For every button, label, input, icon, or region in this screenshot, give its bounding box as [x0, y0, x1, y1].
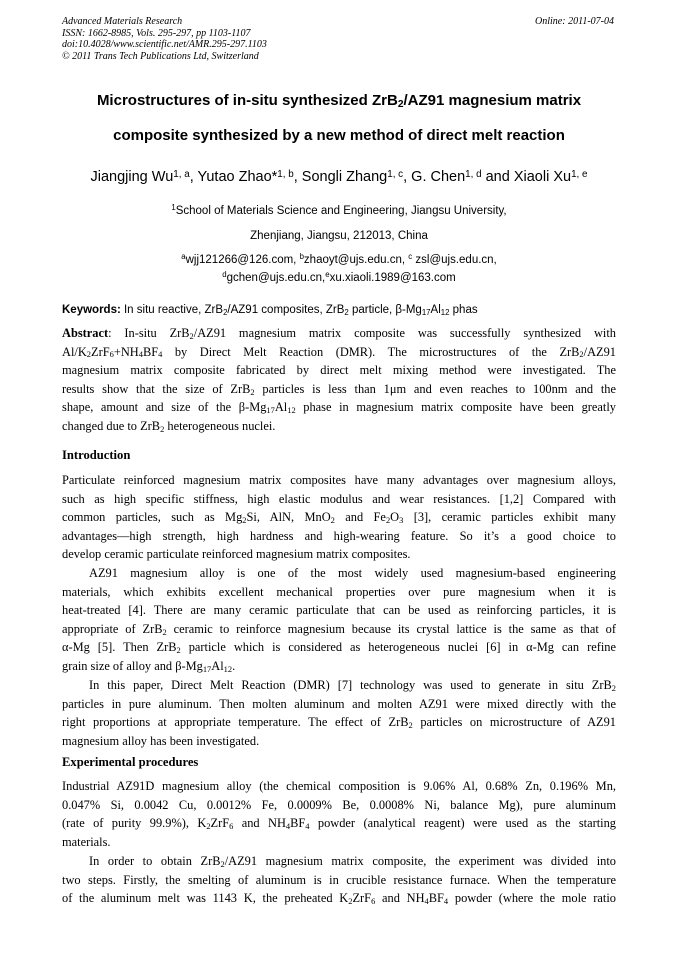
- author-name: Jiangjing Wu: [90, 169, 174, 185]
- abstract-label: Abstract: [62, 326, 109, 340]
- email-link[interactable]: zsl@ujs.edu.cn,: [412, 254, 497, 266]
- experimental-paragraph-1: Industrial AZ91D magnesium alloy (the chemical composition is 9.06% Al, 0.68% Zn, 0.196% Mn, 0.047% Si, 0.0042 Cu, 0.0012% Fe, 0.0009% Be, 0.0008% Ni, balance Mg), pure aluminum (rate of purity 99.9%), $K_2ZrF_6$ and $NH_4BF_4$ powder (analytical reagent) were used as the starting materials.: [62, 779, 617, 849]
- copyright-line: © 2011 Trans Tech Publications Ltd, Switzerland: [62, 50, 259, 62]
- keywords-label: Keywords:: [62, 304, 121, 316]
- doi-line: doi:10.4028/www.scientific.net/AMR.295-297.1103: [62, 39, 267, 50]
- author-list: Jiangjing Wu$^{1, a}$, Yutao Zhao*$^{1, b}$, Songli Zhang$^{1, c}$, G. Chen$^{1, d}$ and Xiaoli Xu$^{1, e}$: [90, 168, 588, 185]
- abstract: Abstract: In-situ ZrB$_2$/AZ91 magnesium matrix composite was successfully synthesized with $Al/K_2ZrF_6+NH_4BF_4$ by Direct Melt Reaction (DMR). The microstructures of the ZrB$_2$/AZ91 magnesium matrix composite fabricated by direct melt mixing method were investigated. The results show that the size of ZrB$_2$ particles is less than 1μm and even reaches to 100nm and the shape, amount and size of the $\beta-Mg_{17}Al_{12}$ phase in magnesium matrix composite have been greatly changed due to ZrB$_2$ heterogeneous nuclei.: [62, 326, 617, 434]
- intro-paragraph-3: In this paper, Direct Melt Reaction (DMR) [7] technology was used to generate in situ ZrB$_2$ particles in pure aluminum. Then molten aluminum and molten AZ91 were mixed directly with the right proportions at appropriate temperature. The effect of ZrB$_2$ particles on microstructure of AZ91 magnesium alloy has been investigated.: [62, 678, 616, 748]
- section-heading-introduction: Introduction: [62, 448, 131, 462]
- author-name: and Xiaoli Xu: [481, 169, 572, 185]
- affiliation-school: $^1$School of Materials Science and Engineering, Jiangsu University,: [171, 203, 507, 217]
- email-link[interactable]: zhaoyt@ujs.edu.cn,: [303, 254, 409, 266]
- author-emails-line-1: $^a$wjj121266@126.com, $^b$zhaoyt@ujs.edu.cn, $^c$ zsl@ujs.edu.cn,: [181, 252, 497, 266]
- journal-name: Advanced Materials Research: [62, 16, 183, 27]
- paper-title-line-1: Microstructures of in-situ synthesized ZrB$_2$/AZ91 magnesium matrix: [96, 92, 582, 111]
- author-emails-line-2: $^d$gchen@ujs.edu.cn,$^e$xu.xiaoli.1989@163.com: [222, 270, 456, 284]
- email-link[interactable]: wjj121266@126.com,: [185, 254, 300, 266]
- author-name: , G. Chen: [403, 169, 466, 185]
- keywords: Keywords: In situ reactive, ZrB$_2$/AZ91 composites, ZrB$_2$ particle, $\beta-Mg_{17}Al_{12}$ phas: [62, 304, 478, 317]
- section-heading-experimental: Experimental procedures: [62, 755, 199, 769]
- affiliation-city: Zhenjiang, Jiangsu, 212013, China: [250, 230, 428, 242]
- email-link[interactable]: gchen@ujs.edu.cn,: [226, 272, 326, 284]
- author-name: , Songli Zhang: [293, 169, 388, 185]
- issn-line: ISSN: 1662-8985, Vols. 295-297, pp 1103-1107: [62, 27, 251, 39]
- author-name: , Yutao Zhao*: [189, 169, 278, 185]
- paper-title-line-2: composite synthesized by a new method of direct melt reaction: [113, 127, 565, 144]
- online-date: Online: 2011-07-04: [535, 16, 614, 27]
- journal-header: [62, 16, 267, 62]
- intro-paragraph-1: Particulate reinforced magnesium matrix composites have many advantages over magnesium alloys, such as high specific stiffness, high elastic modulus and wear resistances. [1,2] Compared with common particles, such as $Mg_2Si$, AlN, MnO$_2$ and $Fe_2O_3$ [3], ceramic particles exhibit many advantages—high strength, high hardness and high-wearing feature. So it’s a good choice to develop ceramic particulate reinforced magnesium matrix composites.: [62, 473, 616, 562]
- email-link[interactable]: xu.xiaoli.1989@163.com: [329, 272, 456, 284]
- intro-paragraph-2: AZ91 magnesium alloy is one of the most widely used magnesium-based engineering materials, which exhibits excellent mechanical properties over pure magnesium when it is heat-treated [4]. There are many ceramic particulate that can be used as reinforcing particles, it is appropriate of ZrB$_2$ ceramic to reinforce magnesium because its crystal lattice is the same as that of α-Mg [5]. Then ZrB$_2$ particle which is considered as heterogeneous nuclei [6] in α-Mg can refine grain size of alloy and $\beta-Mg_{17}Al_{12}$.: [62, 566, 616, 674]
- experimental-paragraph-2: In order to obtain ZrB$_2$/AZ91 magnesium matrix composite, the experiment was divided into two steps. Firstly, the smelting of aluminum is in crucible resistance furnace. When the temperature of the aluminum melt was 1143 K, the preheated $K_2ZrF_6$ and $NH_4BF_4$ powder (where the mole ratio: [62, 854, 617, 907]
